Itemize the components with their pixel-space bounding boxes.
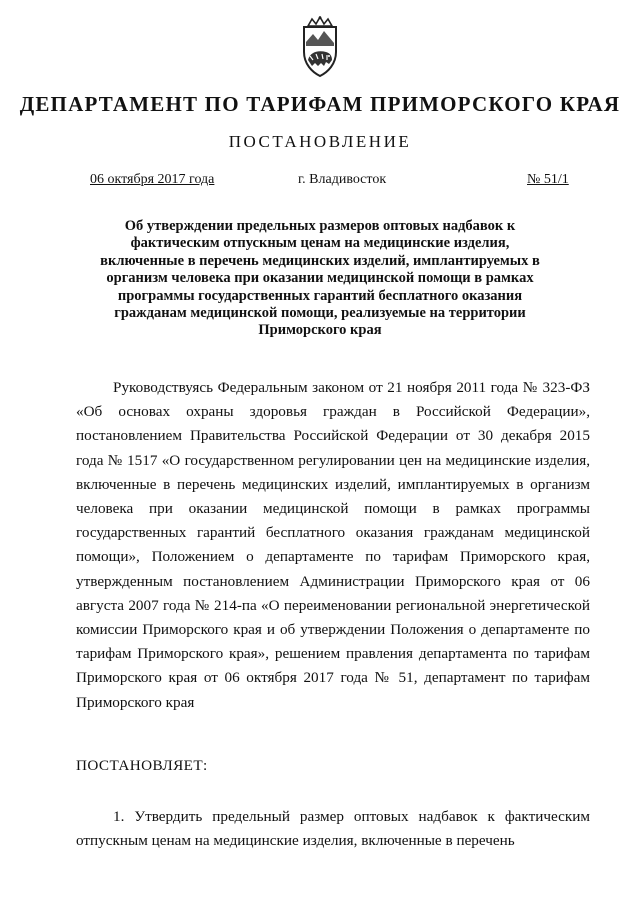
document-subject: Об утверждении предельных размеров оптовых надбавок к фактическим отпускным ценам на медицинские изделия, включенные в перечень медицинских изделий, имплантируемых в организм человека при оказании медицинской помощи в рамках программы государственных гарантий бесплатного оказания гражданам медицинской помощи, реализуемые на территории Приморского края <box>100 218 540 339</box>
document-type: ПОСТАНОВЛЕНИЕ <box>228 132 412 151</box>
point-1-paragraph: 1. Утвердить предельный размер оптовых надбавок к фактическим отпускным ценам на медицинские изделия, включенные в перечень <box>76 808 590 850</box>
preamble-paragraph: Руководствуясь Федеральным законом от 21 ноября 2011 года № 323-ФЗ «Об основах охраны здоровья граждан в Российской Федерации», постановлением Правительства Российской Федерации от 30 декабря 2015 года № 1517 «О государственном регулировании цен на медицинские изделия, включенные в перечень медицинских изделий, имплантируемых в организм человека при оказании медицинской помощи в рамках программы государственных гарантий бесплатного оказания гражданам медицинской помощи», Положением о департаменте по тарифам Приморского края, утвержденным постановлением Администрации Приморского края от 06 августа 2007 года № 214-па «О переименовании региональной энергетической комиссии Приморского края и об утверждении Положения о департаменте по тарифам Приморского края», решением правления департамента по тарифам Приморского края от 06 октября 2017 года № 51, департамент по тарифам Приморского края <box>76 379 590 711</box>
coat-of-arms-icon <box>296 16 344 78</box>
decree-heading: ПОСТАНОВЛЯЕТ: <box>76 757 208 774</box>
document-city: г. Владивосток <box>298 172 387 187</box>
document-date: 06 октября 2017 года <box>90 172 215 187</box>
department-title: ДЕПАРТАМЕНТ ПО ТАРИФАМ ПРИМОРСКОГО КРАЯ <box>19 92 621 116</box>
document-number: № 51/1 <box>527 172 569 187</box>
